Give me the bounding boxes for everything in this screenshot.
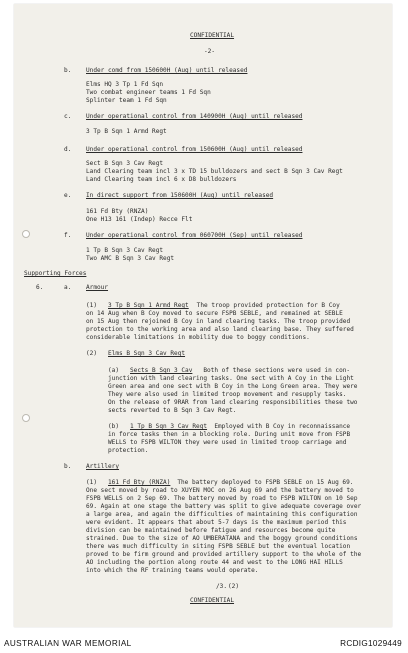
artillery-p1-line: 69. Again at one stage the battery was split to give adequate coverage over bbox=[86, 503, 362, 510]
artillery-p1-line: division can be maintained before fatigue and resources become quite bbox=[86, 527, 336, 534]
armour-p2-number: (2) bbox=[86, 350, 98, 357]
item-e-line: One H13 161 (Indep) Recce Flt bbox=[86, 216, 193, 223]
next-page-marker: /3. bbox=[216, 583, 228, 590]
item-f-line: Two AMC B Sqn 3 Cav Regt bbox=[86, 255, 175, 262]
artillery-p1-number: (1) bbox=[86, 479, 98, 486]
item-b-line: Two combat engineer teams 1 Fd Sqn bbox=[86, 89, 211, 96]
armour-p1-line: protection to the working area and also land clearing base. They suffered bbox=[86, 326, 354, 333]
armour-p2-title: Elms B Sqn 3 Cav Regt bbox=[108, 350, 186, 357]
section-title-supporting-forces: Supporting Forces bbox=[24, 270, 87, 277]
armour-p2a-line: On the release of 9RAR from land clearing responsibilities these two bbox=[108, 399, 358, 406]
armour-p1-line: on 15 Aug then rejoined B Coy in land clearing tasks. The troop provided bbox=[86, 318, 351, 325]
artillery-title: Artillery bbox=[86, 463, 120, 470]
armour-p2a-line: They were also used in limited troop movement and resupply tasks. bbox=[108, 391, 347, 398]
item-e-label: e. bbox=[64, 192, 72, 199]
armour-p2a-lead: Sects B Sqn 3 Cav bbox=[130, 367, 193, 374]
armour-p2a-line: Both of these sections were used in con- bbox=[196, 367, 351, 374]
item-d-line: Sect B Sqn 3 Cav Regt bbox=[86, 160, 164, 167]
item-c-label: c. bbox=[64, 113, 72, 120]
document-page bbox=[14, 4, 392, 627]
armour-p2a-line: junction with land clearing tasks. One sect with A Coy in the Light bbox=[108, 375, 354, 382]
artillery-label: b. bbox=[64, 463, 72, 470]
item-c-heading: Under operational control from 140900H (Aug) until released bbox=[86, 113, 303, 120]
item-d-heading: Under operational control from 150600H (Aug) until released bbox=[86, 146, 303, 153]
armour-label: a. bbox=[64, 284, 72, 291]
armour-p2a-number: (a) bbox=[108, 367, 120, 374]
artillery-p1-line: into which the RF training teams would operate. bbox=[86, 567, 259, 574]
artillery-p1-line: AO including the portion along route 44 and west to the LONG HAI HILLS bbox=[86, 559, 343, 566]
item-c-line: 3 Tp B Sqn 1 Armd Regt bbox=[86, 128, 167, 135]
artillery-p1-line: there was much difficulty in siting FSPB SEBLE but the eventual location bbox=[86, 543, 351, 550]
armour-p2a-line: sects reverted to B Sqn 3 Cav Regt. bbox=[108, 407, 237, 414]
artillery-p1-line: proved to be firm ground and provided artillery support to the whole of the bbox=[86, 551, 362, 558]
punch-hole-top bbox=[22, 230, 30, 238]
item-d-label: d. bbox=[64, 146, 72, 153]
armour-p1-line: considerable limitations in mobility due to boggy conditions. bbox=[86, 334, 310, 341]
punch-hole-bottom bbox=[22, 414, 30, 422]
artillery-p1-line: a large area, and again the difficulties of maintaining this configuration bbox=[86, 511, 358, 518]
classification-bottom: CONFIDENTIAL bbox=[190, 597, 235, 604]
page-number: -2- bbox=[204, 48, 216, 55]
artillery-p1-line: The battery deployed to FSPB SEBLE on 15 Aug 69. bbox=[170, 479, 354, 486]
armour-p2b-line: Employed with B Coy in reconnaissance bbox=[207, 423, 351, 430]
record-id: RCDIG1029449 bbox=[340, 639, 402, 648]
artillery-p1-line: strained. Due to the size of AO UMBERATANA and the boggy ground conditions bbox=[86, 535, 358, 542]
circled-page-number: (2) bbox=[228, 583, 240, 590]
artillery-p1-lead: 161 Fd Bty (RNZA) bbox=[108, 479, 171, 486]
armour-p2b-line: WELLS to FSPB WILTON they were used in limited troop carriage and bbox=[108, 439, 347, 446]
armour-p1-line: on 14 Aug when B Coy moved to secure FSPB SEBLE, and remained at SEBLE bbox=[86, 310, 343, 317]
artillery-p1-line: were evident. It appears that about 5-7 days is the maximum period this bbox=[86, 519, 347, 526]
item-b-heading: Under comd from 150600H (Aug) until released bbox=[86, 67, 248, 74]
armour-p2b-lead: 1 Tp B Sqn 3 Cav Regt bbox=[130, 423, 208, 430]
artillery-p1-line: FSPB WELLS on 2 Sep 69. The battery moved by road to FSPB WILTON on 10 Sep bbox=[86, 495, 358, 502]
item-f-line: 1 Tp B Sqn 3 Cav Regt bbox=[86, 247, 164, 254]
item-b-line: Splinter team 1 Fd Sqn bbox=[86, 97, 167, 104]
armour-p2a-line: Green area and one sect with B Coy in the Long Green area. They were bbox=[108, 383, 358, 390]
armour-p2b-line: protection. bbox=[108, 447, 149, 454]
artillery-p1-line: One sect moved by road to XUYEN MOC on 26 Aug 69 and the battery moved to bbox=[86, 487, 354, 494]
item-e-heading: In direct support from 150600H (Aug) until released bbox=[86, 192, 274, 199]
armour-title: Armour bbox=[86, 284, 109, 291]
para-number: 6. bbox=[36, 284, 44, 291]
armour-p2b-number: (b) bbox=[108, 423, 120, 430]
armour-p1-number: (1) bbox=[86, 302, 98, 309]
armour-p1-lead: 3 Tp B Sqn 1 Armd Regt bbox=[108, 302, 189, 309]
armour-p2b-line: in force tasks then in a blocking role. During unit move from FSPB bbox=[108, 431, 351, 438]
item-d-line: Land Clearing team incl 3 x TD 15 bulldozers and sect B Sqn 3 Cav Regt bbox=[86, 168, 343, 175]
item-f-label: f. bbox=[64, 232, 72, 239]
armour-p1-line: The troop provided protection for B Coy bbox=[193, 302, 340, 309]
item-b-line: Elms HQ 3 Tp 1 Fd Sqn bbox=[86, 81, 164, 88]
archive-footer bbox=[0, 630, 408, 653]
item-f-heading: Under operational control from 060700H (Sep) until released bbox=[86, 232, 303, 239]
archive-name: AUSTRALIAN WAR MEMORIAL bbox=[4, 639, 132, 648]
classification-top: CONFIDENTIAL bbox=[190, 32, 235, 39]
item-e-line: 161 Fd Bty (RNZA) bbox=[86, 208, 149, 215]
item-b-label: b. bbox=[64, 67, 72, 74]
item-d-line: Land Clearing team incl 6 x D8 bulldozers bbox=[86, 176, 237, 183]
